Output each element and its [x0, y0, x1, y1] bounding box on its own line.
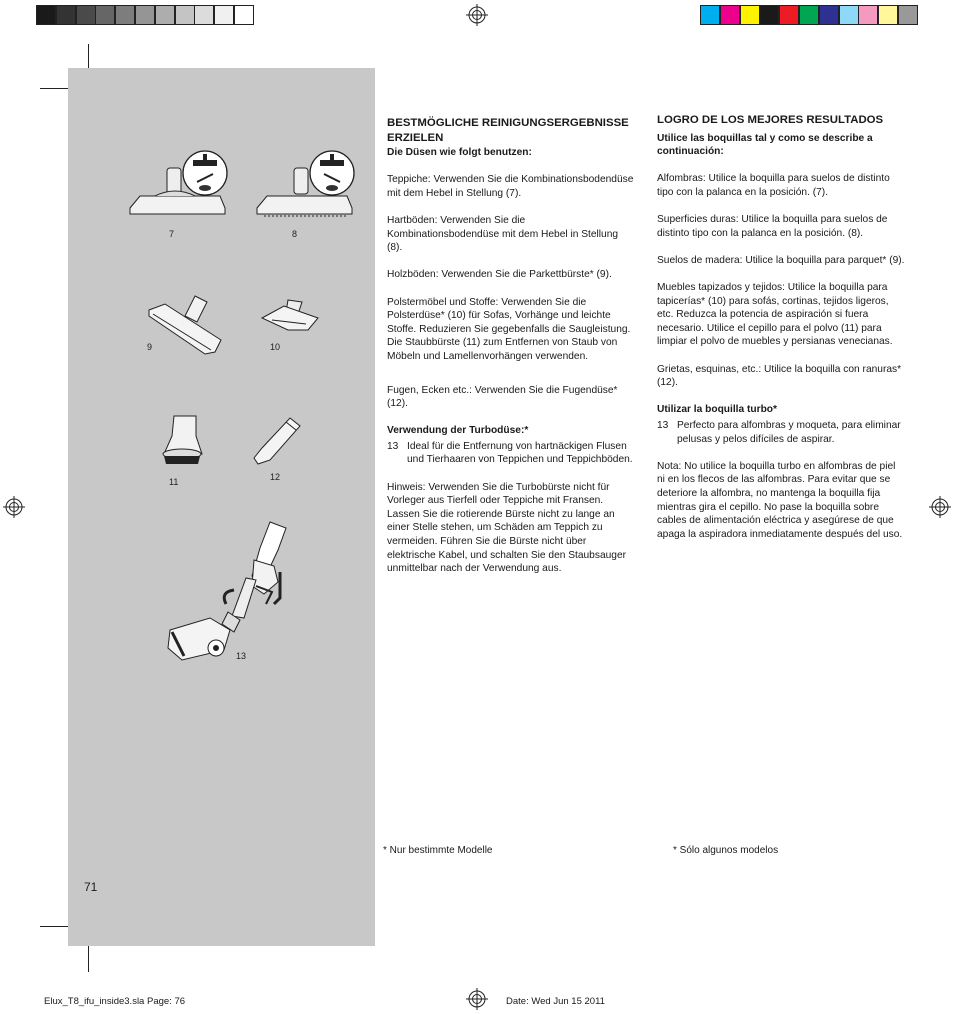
spanish-hardfloor-text: Superficies duras: Utilice la boquilla para suelos de distinto tipo con la palanca en la posición. (8). — [657, 214, 888, 239]
color-swatch — [740, 5, 760, 25]
color-swatch — [759, 5, 779, 25]
spanish-intro: Utilice las boquillas tal y como se describe a continuación: — [657, 132, 873, 158]
german-footnote: * Nur bestimmte Modelle — [383, 845, 493, 856]
spanish-wood-text: Suelos de madera: Utilice la boquilla para parquet* (9). — [657, 254, 905, 266]
registration-mark-right-icon — [929, 496, 951, 518]
color-swatch — [819, 5, 839, 25]
color-swatch — [95, 5, 115, 25]
color-swatch — [858, 5, 878, 25]
color-swatch — [839, 5, 859, 25]
color-swatch — [779, 5, 799, 25]
item-number: 13 — [657, 419, 669, 431]
color-swatch — [234, 5, 254, 25]
color-swatch — [194, 5, 214, 25]
color-swatch — [720, 5, 740, 25]
german-hardfloor-text: Hartböden: Verwenden Sie die Kombinationsbodendüse mit dem Hebel in Stellung (8). — [387, 214, 619, 254]
figure-label: 7 — [169, 229, 175, 239]
item-text: Perfecto para alfombras y moqueta, para eliminar pelusas y pelos difíciles de aspirar. — [677, 419, 901, 445]
footer-date: Date: Wed Jun 15 2011 — [506, 996, 605, 1007]
registration-mark-top-icon — [466, 4, 488, 26]
spanish-heading: LOGRO DE LOS MEJORES RESULTADOS — [657, 114, 884, 126]
registration-mark-bottom-icon — [466, 988, 488, 1010]
page-number: 71 — [84, 880, 98, 894]
item-text: Ideal für die Entfernung von hartnäckigen Flusen und Tierhaaren von Teppichen und Teppichböden. — [407, 440, 633, 466]
spanish-note: Nota: No utilice la boquilla turbo en alfombras de piel ni en los flecos de las alfombras. Para evitar que se deteriore la alfombra, no mantenga la boquilla fija mientras gira el cepillo. No pase la boquilla sobre cables de alimentación eléctrica y asegúrese de que apaga la aspiradora inmediatamente después del uso. — [657, 460, 903, 540]
color-swatch — [76, 5, 96, 25]
item-number: 13 — [387, 440, 399, 452]
spanish-turbo-item — [657, 419, 905, 446]
color-swatch — [878, 5, 898, 25]
color-swatch — [36, 5, 56, 25]
parquet-brush-illustration — [145, 292, 225, 356]
spanish-turbo-heading: Utilizar la boquilla turbo* — [657, 404, 777, 416]
german-turbo-heading: Verwendung der Turbodüse:* — [387, 425, 529, 437]
footer-file-info: Elux_T8_ifu_inside3.sla Page: 76 — [44, 996, 186, 1007]
registration-mark-left-icon — [3, 496, 25, 518]
spanish-crevice-text: Grietas, esquinas, etc.: Utilice la boquilla con ranuras* (12). — [657, 363, 902, 389]
german-note: Hinweis: Verwenden Sie die Turbobürste nicht für Vorleger aus Tierfell oder Teppiche mit Fransen. Lassen Sie die rotierende Bürste nicht zu lange an einer Stelle stehen, um Schäden am Teppich zu vermeiden. Führen Sie die Bürste nicht über elektrische Kabel, und schalten Sie den Staubsauger unmittelbar nach der Verwendung aus. — [387, 481, 626, 575]
figure-label: 13 — [236, 651, 247, 661]
spanish-column — [657, 113, 905, 555]
color-swatch — [799, 5, 819, 25]
spanish-carpet-text: Alfombras: Utilice la boquilla para suelos de distinto tipo con la palanca en la posición. (7). — [657, 173, 890, 198]
german-upholstery-text: Polstermöbel und Stoffe: Verwenden Sie die Polsterdüse* (10) für Sofas, Vorhänge und leichte Stoffe. Reduzieren Sie gegebenfalls die Saugleistung. Die Staubbürste (11) zum Entfernen von Staub von Möbeln und Lamellenvorhängen verwenden. — [387, 296, 631, 362]
color-swatch — [56, 5, 76, 25]
crevice-nozzle-illustration — [250, 414, 304, 466]
figure-label: 12 — [270, 472, 281, 482]
german-wood-text: Holzböden: Verwenden Sie die Parkettbürste* (9). — [387, 269, 612, 281]
color-swatch — [155, 5, 175, 25]
floor-nozzle-carpet-illustration — [125, 148, 235, 222]
german-heading: BESTMÖGLICHE REINIGUNGSERGEBNISSE ERZIELEN — [387, 117, 629, 144]
color-swatch — [214, 5, 234, 25]
color-swatch — [115, 5, 135, 25]
german-turbo-item — [387, 440, 635, 467]
figure-label: 9 — [147, 342, 153, 352]
figure-label: 8 — [292, 229, 298, 239]
figure-label: 10 — [270, 342, 281, 352]
dusting-brush-illustration — [158, 414, 206, 470]
spanish-upholstery-text: Muebles tapizados y tejidos: Utilice la boquilla para tapicerías* (10) para sofás, cortinas, tejidos ligeros, etc. Reduzca la potencia de aspiración si fuera necesario. Utilice el cepillo para el polvo (11) para limpiar el polvo de muebles y persianas venecianas. — [657, 282, 893, 348]
german-intro: Die Düsen wie folgt benutzen: — [387, 147, 532, 158]
color-swatch — [700, 5, 720, 25]
color-swatch — [135, 5, 155, 25]
color-swatch — [175, 5, 195, 25]
floor-nozzle-hardfloor-illustration — [252, 148, 362, 222]
german-column — [387, 116, 635, 589]
color-swatch — [898, 5, 918, 25]
turbo-nozzle-illustration — [160, 520, 300, 670]
figure-label: 11 — [169, 477, 179, 487]
upholstery-nozzle-illustration — [258, 296, 322, 336]
spanish-footnote: * Sólo algunos modelos — [673, 845, 779, 856]
german-crevice-text: Fugen, Ecken etc.: Verwenden Sie die Fugendüse* (12). — [387, 384, 618, 410]
german-carpet-text: Teppiche: Verwenden Sie die Kombinationsbodendüse mit dem Hebel in Stellung (7). — [387, 174, 634, 199]
